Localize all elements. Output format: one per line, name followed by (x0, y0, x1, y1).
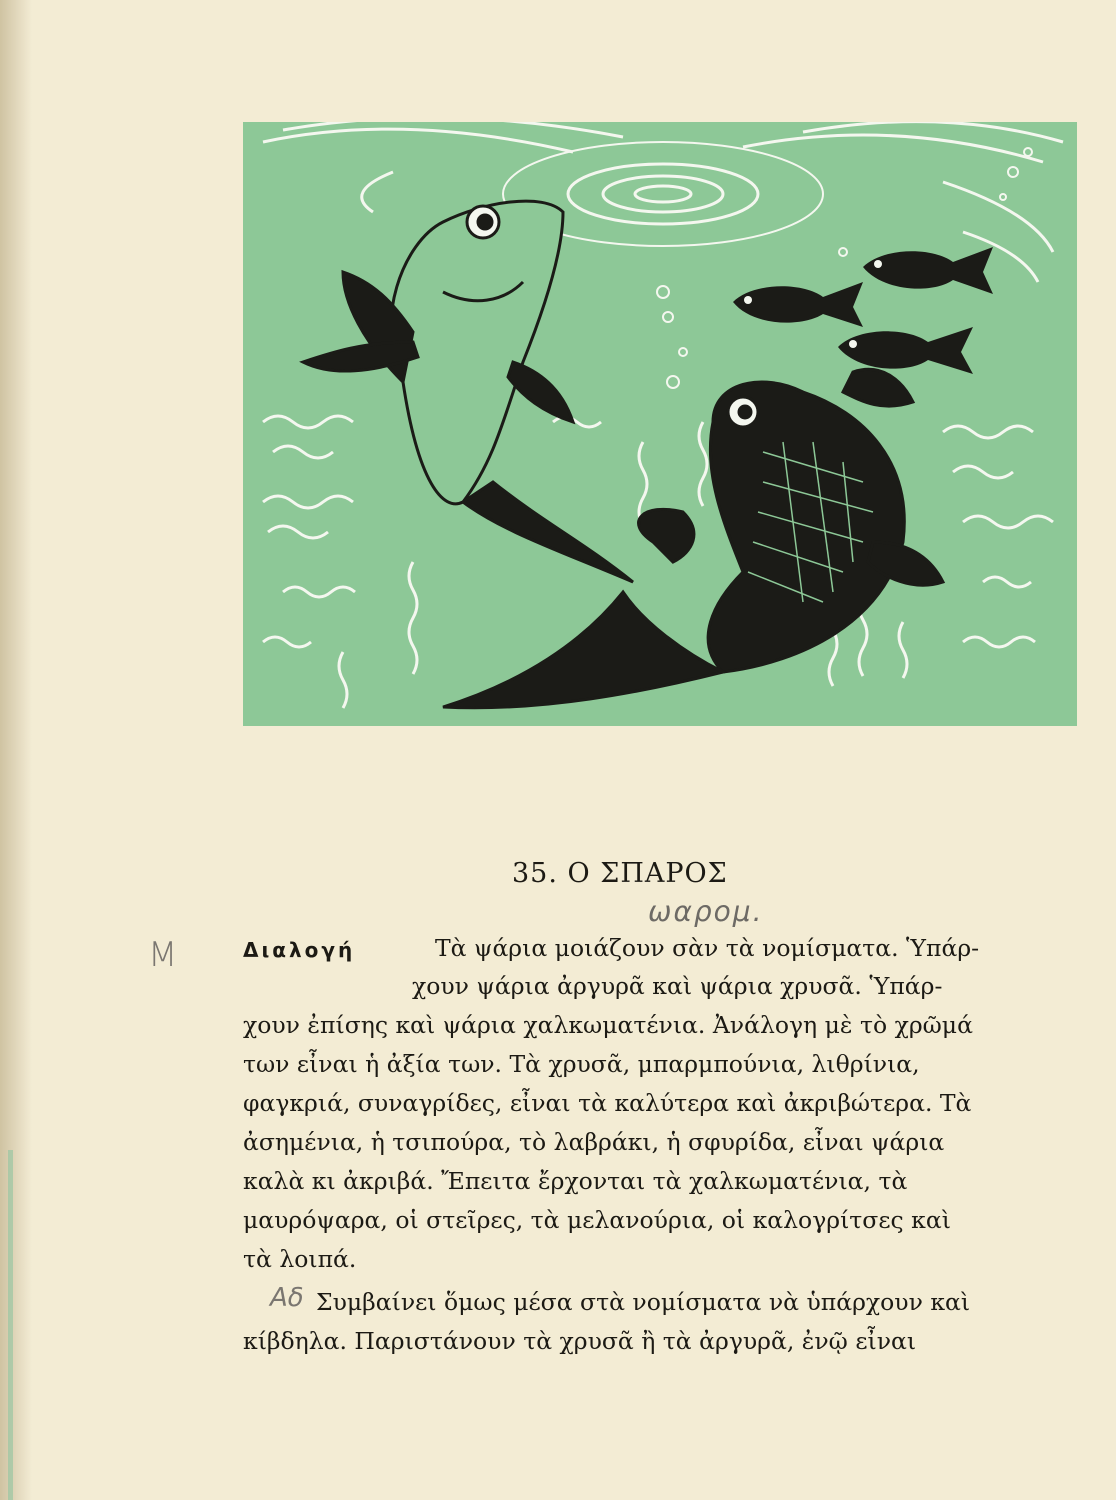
paragraph1-line2: χουν ψάρια ἀργυρᾶ καὶ ψάρια χρυσᾶ. Ὑπάρ- (412, 972, 943, 1000)
margin-note-m: M (148, 935, 178, 975)
paragraph1-line8: μαυρόψαρα, οἱ στεῖρες, τὰ μελανούρια, οἱ καλογρίτσες καὶ (243, 1206, 951, 1234)
large-fish-right (443, 369, 943, 707)
paragraph1-line1: Τὰ ψάρια μοιάζουν σὰν τὰ νομίσματα. Ὑπάρ- (435, 934, 980, 962)
handwritten-note: ωαρομ. (648, 895, 764, 928)
paragraph1-line6: ἀσημένια, ἡ τσιπούρα, τὸ λαβράκι, ἡ σφυρίδα, εἶναι ψάρια (243, 1128, 945, 1156)
paragraph1-line9: τὰ λοιπά. (243, 1245, 357, 1273)
paragraph1-line3: χουν ἐπίσης καὶ ψάρια χαλκωματένια. Ἀνάλογη μὲ τὸ χρῶμά (243, 1011, 973, 1039)
paragraph2-line1: Συμβαίνει ὅμως μέσα στὰ νομίσματα νὰ ὑπάρχουν καὶ (316, 1288, 971, 1316)
paragraph2-line2: κίβδηλα. Παριστάνουν τὰ χρυσᾶ ἢ τὰ ἀργυρᾶ, ἐνῷ εἶναι (243, 1327, 917, 1355)
small-fish-2 (863, 247, 993, 294)
page-edge-strip (8, 1150, 13, 1500)
page-spine-shadow (0, 0, 32, 1500)
chapter-title: 35. Ο ΣΠΑΡΟΣ (512, 858, 728, 889)
margin-note-ab: Αδ (270, 1283, 304, 1313)
fish-illustration (243, 122, 1077, 726)
small-fish-1 (733, 282, 863, 327)
small-fish-3 (838, 327, 973, 374)
paragraph1-line7: καλὰ κι ἀκριβά. Ἔπειτα ἔρχονται τὰ χαλκωματένια, τὰ (243, 1167, 908, 1195)
large-fish-left (303, 201, 633, 582)
section-label: Διαλογή (243, 938, 356, 962)
paragraph1-line5: φαγκριά, συναγρίδες, εἶναι τὰ καλύτερα καὶ ἀκριβώτερα. Τὰ (243, 1089, 972, 1117)
paragraph1-line4: των εἶναι ἡ ἀξία των. Τὰ χρυσᾶ, μπαρμπούνια, λιθρίνια, (243, 1050, 920, 1078)
